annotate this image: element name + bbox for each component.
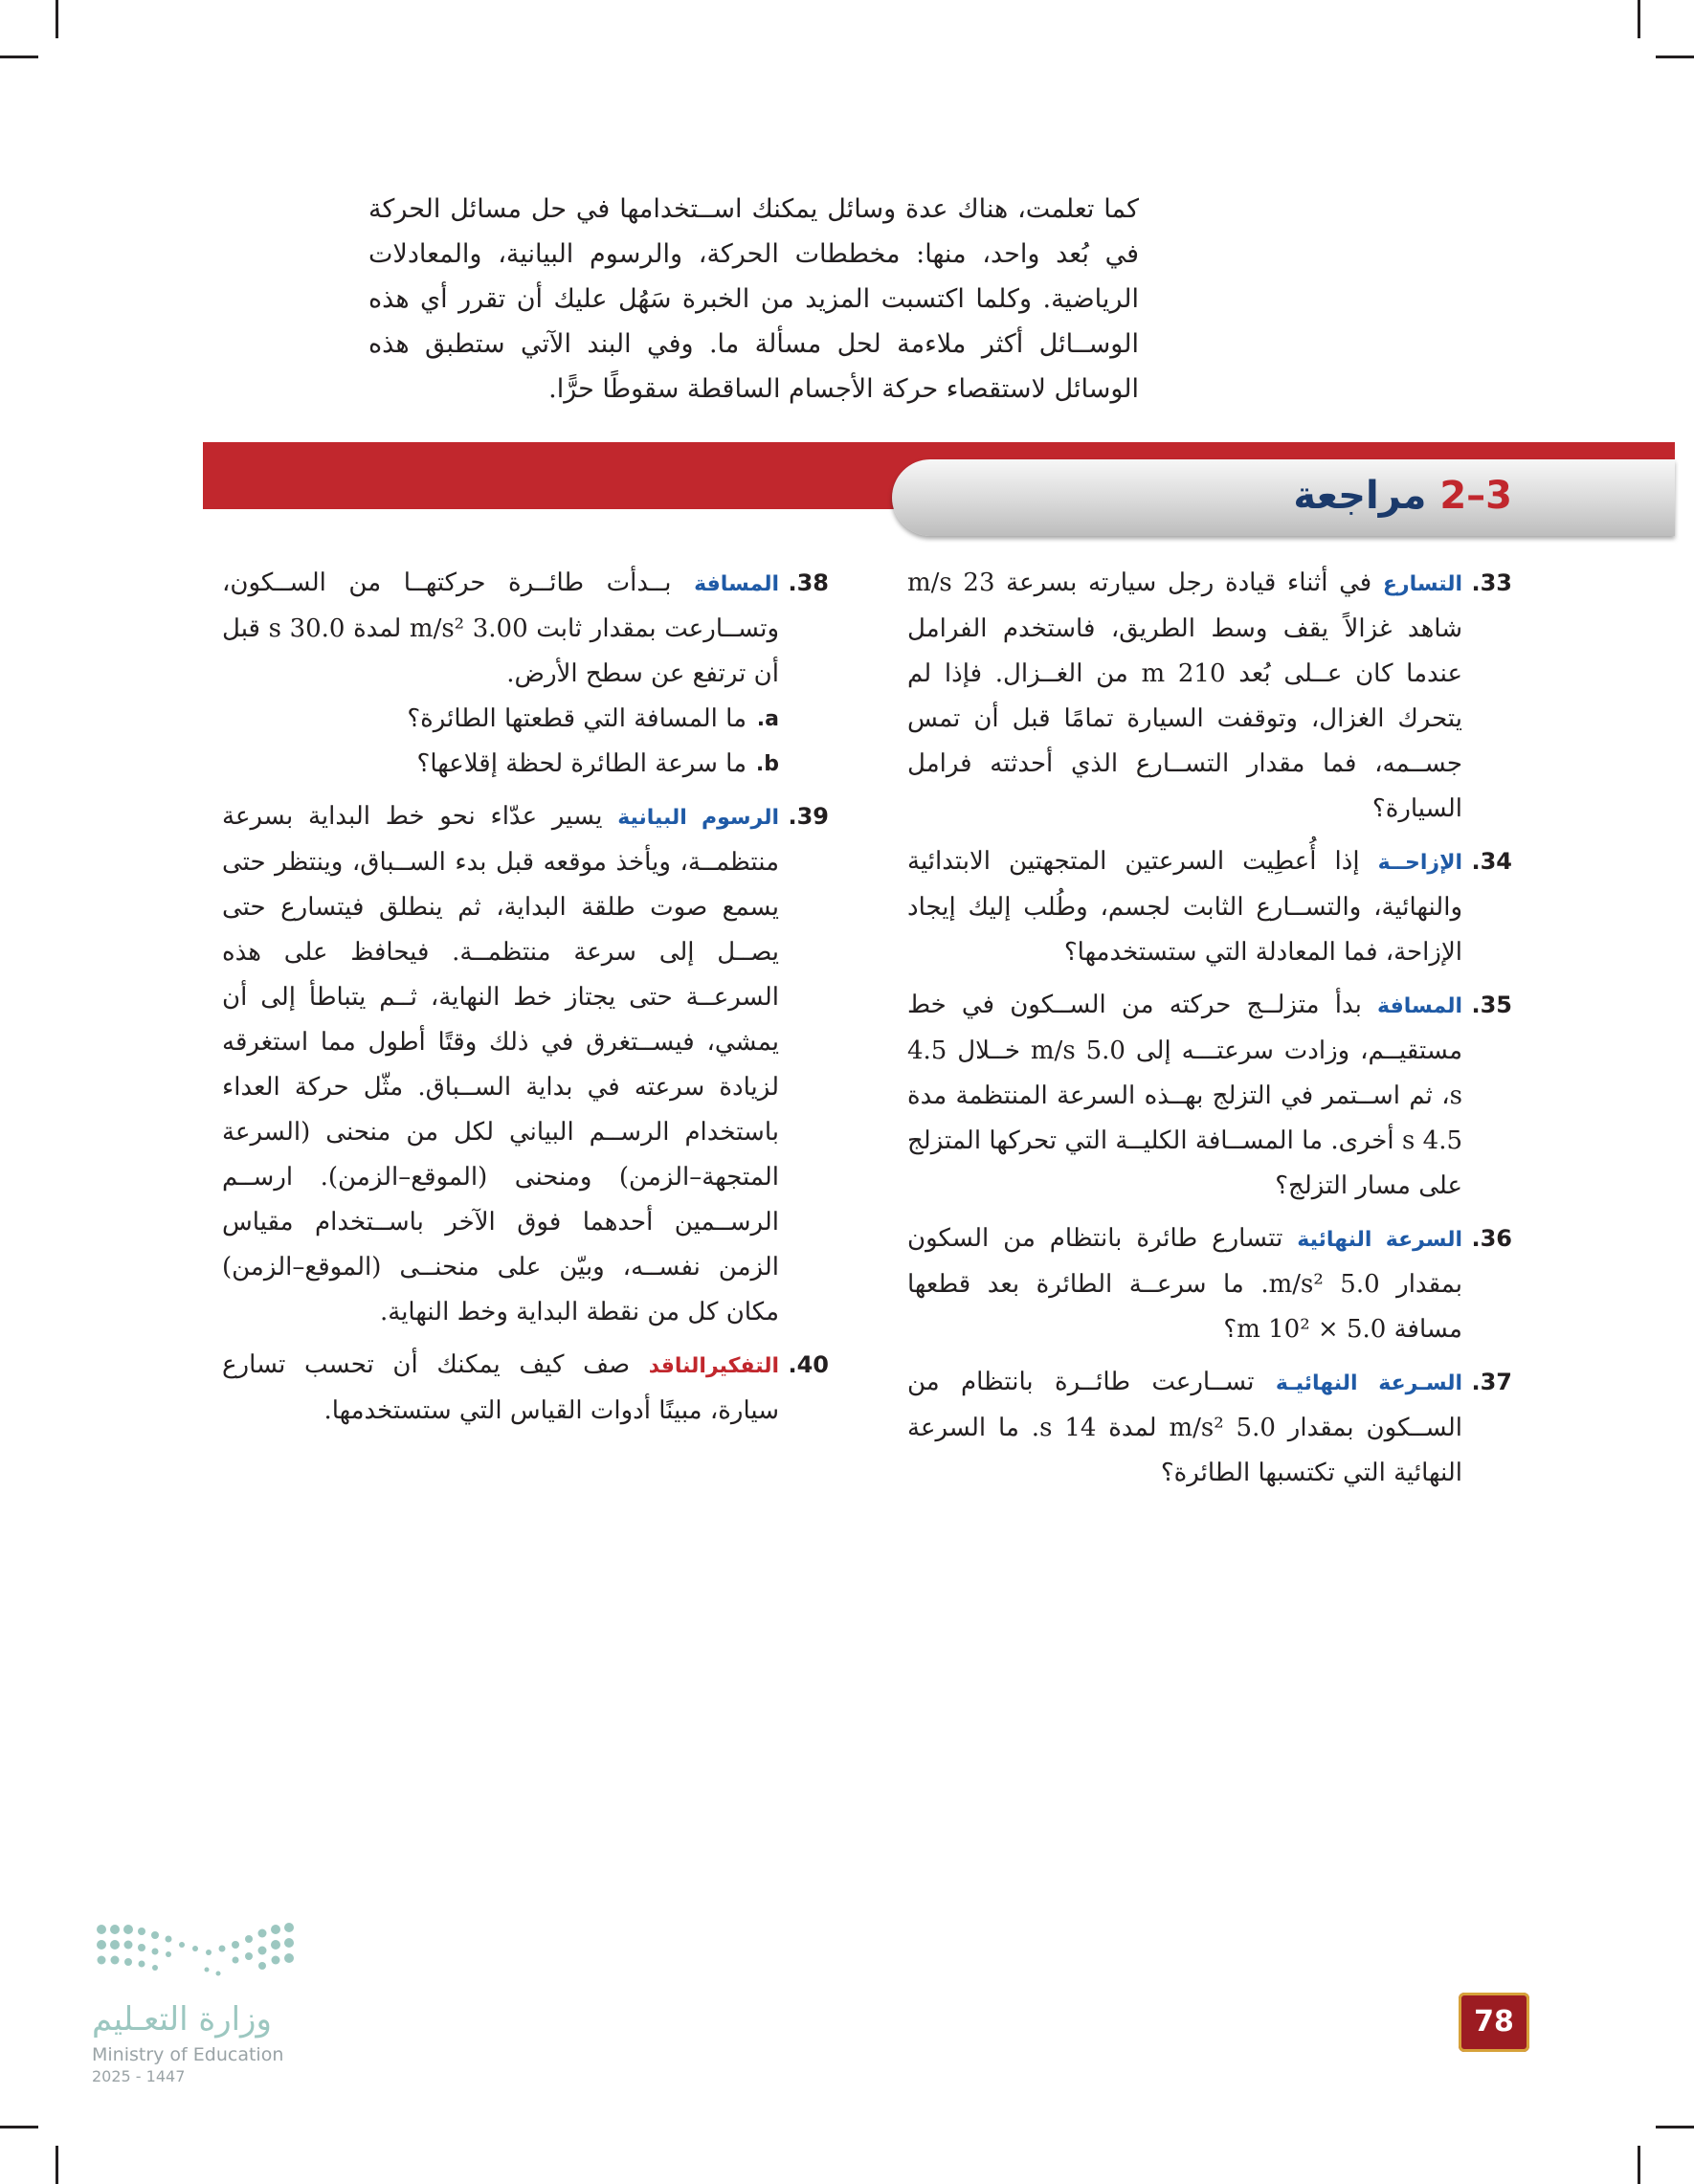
part-letter: a. xyxy=(756,707,779,731)
question-keyword: السـرعة النهائيـة xyxy=(1275,1371,1463,1395)
question-number: 37. xyxy=(1471,1369,1512,1395)
intro-paragraph: كما تعلمت، هناك عدة وسائل يمكنك اســتخدامها في حل مسائل الحركة في بُعد واحد، منها: مخططات الحركة، والرسوم البيانية، والمعادلات الرياضية. وكلما اكتسبت المزيد من الخبرة سَهُل عليك أن تقرر أي هذه الوســائل أكثر ملاءمة لحل مسألة ما. وفي البند الآتي ستطبق هذه الوسائل لاستقصاء حركة الأجسام الساقطة سقوطًا حرًّا. xyxy=(368,194,1139,404)
question-34 xyxy=(907,839,1512,975)
question-keyword: التسارع xyxy=(1382,572,1462,596)
question-number: 39. xyxy=(788,803,829,830)
ministry-name-english: Ministry of Education xyxy=(92,2044,284,2065)
section-title xyxy=(1244,467,1512,524)
section-number: 3–2 xyxy=(1439,474,1512,518)
question-text: في أثناء قيادة رجل سيارته بسرعة 23 m/s شاهد غزالاً يقف وسط الطريق، فاستخدم الفرامل عندما كان عــلى بُعد 210 m من الغــزال. فإذا لم يتحرك الغزال، وتوقفت السيارة تمامًا قبل أن تمس جســمه، فما مقدار التســارع الذي أحدثته فرامل السيارة؟ xyxy=(907,568,1463,823)
question-keyword: التفكيرالناقد xyxy=(648,1354,780,1378)
question-keyword: الرسوم البيانية xyxy=(617,806,779,830)
question-part-b xyxy=(222,742,779,787)
question-number: 33. xyxy=(1471,569,1512,596)
part-text: ما سرعة الطائرة لحظة إقلاعها؟ xyxy=(416,749,747,778)
crop-mark xyxy=(1656,2126,1694,2128)
page-number: 78 xyxy=(1459,1993,1529,2052)
question-text: تســارعت طائــرة بانتظام من الســكون بمقدار 5.0 m/s² لمدة 14 s. ما السرعة النهائية التي تكتسبها الطائرة؟ xyxy=(907,1368,1462,1487)
question-text: صف كيف يمكنك أن تحسب تسارع سيارة، مبينًا أدوات القياس التي ستستخدمها. xyxy=(222,1350,779,1425)
part-text: ما المسافة التي قطعتها الطائرة؟ xyxy=(407,704,747,733)
crop-mark xyxy=(0,56,38,58)
question-keyword: الإزاحــة xyxy=(1377,851,1463,875)
question-number: 38. xyxy=(788,569,829,596)
question-38 xyxy=(222,561,829,787)
question-text: إذا أُعطِيت السرعتين المتجهتين الابتدائية والنهائية، والتســارع الثابت لجسم، وطُلب إليك إيجاد الإزاحة، فما المعادلة التي ستستخدمها؟ xyxy=(907,847,1462,967)
questions-column-right xyxy=(907,561,1512,1504)
question-keyword: المسافة xyxy=(1377,994,1462,1018)
question-40 xyxy=(222,1343,829,1434)
question-number: 36. xyxy=(1471,1225,1512,1252)
crop-mark xyxy=(1638,0,1640,38)
question-number: 35. xyxy=(1471,992,1512,1018)
crop-mark xyxy=(1638,2146,1640,2184)
question-36 xyxy=(907,1216,1512,1352)
crop-mark xyxy=(56,0,58,38)
ministry-name-arabic: وزارة التعـليم xyxy=(92,2000,272,2039)
question-33 xyxy=(907,561,1512,832)
question-37 xyxy=(907,1360,1512,1496)
question-part-a xyxy=(222,697,779,742)
section-title-text: مراجعة xyxy=(1293,474,1427,518)
question-text: بدأ متزلــج حركته من الســكون في خط مستقيــم، وزادت سرعتـــه إلى 5.0 m/s خــلال 4.5 s، ثم اســتمر في التزلج بهــذه السرعة المنتظمة مدة 4.5 s أخرى. ما المســافة الكليــة التي تحركها المتزلج على مسار التزلج؟ xyxy=(907,991,1463,1200)
question-35 xyxy=(907,983,1512,1209)
question-39 xyxy=(222,794,829,1335)
question-text: بــدأت طائــرة حركتهــا من الســكون، وتســارعت بمقدار ثابت 3.00 m/s² لمدة 30.0 s قبل أن ترتفع عن سطح الأرض. xyxy=(222,568,779,688)
question-text: تتسارع طائرة بانتظام من السكون بمقدار 5.0 m/s². ما سرعــة الطائرة بعد قطعها مسافة 5.0 × 10² m؟ xyxy=(907,1224,1462,1344)
question-number: 34. xyxy=(1471,848,1512,875)
crop-mark xyxy=(1656,56,1694,58)
part-letter: b. xyxy=(755,752,779,776)
crop-mark xyxy=(56,2146,58,2184)
question-text: يسير عدّاء نحو خط البداية بسرعة منتظمــة، ويأخذ موقعه قبل بدء الســباق، وينتظر حتى يسمع صوت طلقة البداية، ثم ينطلق فيتسارع حتى يصــل إلى سرعة منتظمــة. فيحافظ على هذه السرعــة حتى يجتاز خط النهاية، ثــم يتباطأ إلى أن يمشي، فيســتغرق في ذلك وقتًا أطول مما استغرقه لزيادة سرعته في بداية الســباق. مثّل حركة العداء باستخدام الرســم البياني لكل من منحنى (السرعة المتجهة–الزمن) ومنحنى (الموقع–الزمن). ارســم الرســمين أحدهما فوق الآخر باســتخدام مقياس الزمن نفســه، وبيّن على منحنــى (الموقع–الزمن) مكان كل من نقطة البداية وخط النهاية. xyxy=(222,802,779,1326)
ministry-year: 2025 - 1447 xyxy=(92,2067,186,2085)
question-keyword: السرعة النهائية xyxy=(1297,1228,1462,1252)
question-keyword: المسافة xyxy=(694,572,780,596)
question-number: 40. xyxy=(788,1351,829,1378)
ministry-logo-icon xyxy=(92,1916,302,1993)
questions-column-left xyxy=(222,561,829,1441)
crop-mark xyxy=(0,2126,38,2128)
